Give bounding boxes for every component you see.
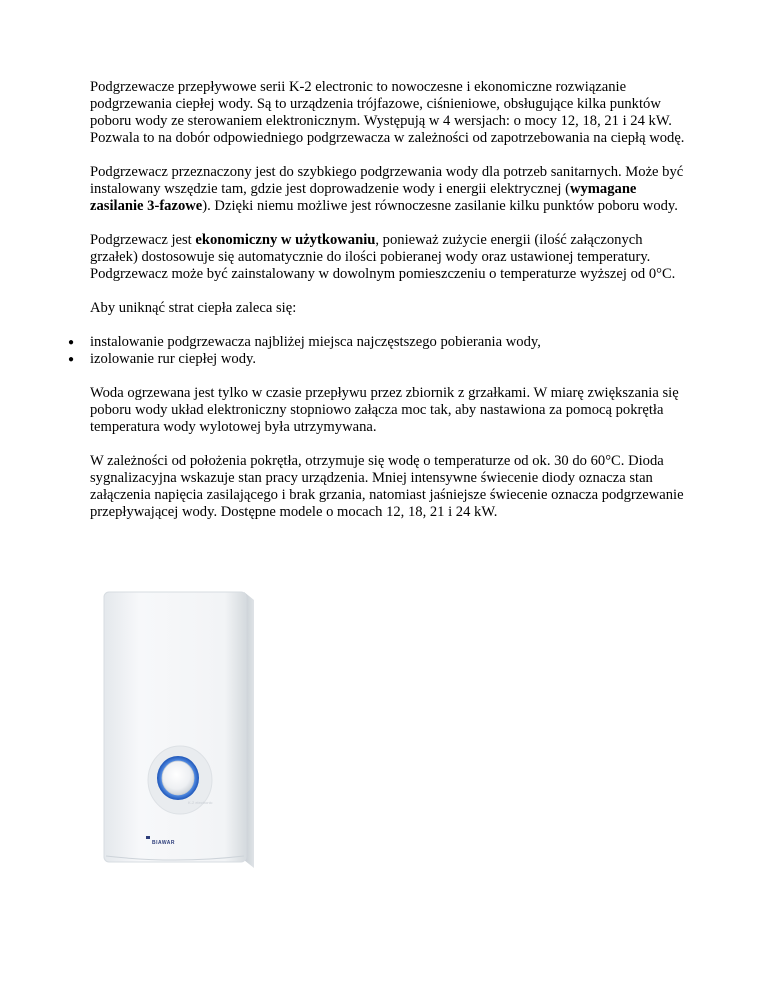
list-item-text: izolowanie rur ciepłej wody. <box>90 351 257 367</box>
list-item-text: instalowanie podgrzewacza najbliżej miejsca najczęstszego pobierania wody, <box>90 334 541 350</box>
paragraph-heat-loss-intro: Aby uniknąć strat ciepła zaleca się: <box>90 300 297 316</box>
brand-label: BIAWAR <box>152 840 175 846</box>
list-item <box>68 351 690 368</box>
brand-mark-icon <box>146 836 150 839</box>
paragraph-economy-text-a: Podgrzewacz jest <box>90 232 196 248</box>
paragraph-intro: Podgrzewacze przepływowe serii K-2 electronic to nowoczesne i ekonomiczne rozwiązanie podgrzewania ciepłej wody. Są to urządzenia trójfazowe, ciśnieniowe, obsługujące kilka punktów poboru wody ze sterowaniem elektronicznym. Występują w 4 wersjach: o mocy 12, 18, 21 i 24 kW. Pozwala to na dobór odpowiedniego podgrzewacza w zależności od zapotrzebowania na ciepłą wodę. <box>90 79 685 146</box>
paragraph-purpose-text-a: Podgrzewacz przeznaczony jest do szybkiego podgrzewania wody dla potrzeb sanitarnych. Może być instalowany wszędzie tam, gdzie jest doprowadzenie wody i energii elektrycznej ( <box>90 164 684 197</box>
paragraph-economy-bold: ekonomiczny w użytkowaniu <box>195 232 376 248</box>
model-label: K-2 electronic <box>188 800 213 805</box>
paragraph-purpose-bold: wymagane zasilanie 3-fazowe <box>90 181 637 214</box>
list-item <box>68 334 690 351</box>
paragraph-economy-text-b: , ponieważ zużycie energii (ilość załączonych grzałek) dostosowuje się automatycznie do ilości pobieranej wody oraz ustawionej temperatury. Podgrzewacz może być zainstalowany w dowolnym pomieszczeniu o temperaturze wyższej od 0°C. <box>90 232 676 282</box>
bullet-icon: ● <box>68 354 75 365</box>
paragraph-operation: Woda ogrzewana jest tylko w czasie przepływu przez zbiornik z grzałkami. W miarę zwiększania się poboru wody układ elektroniczny stopniowo załącza moc tak, aby nastawiona za pomocą pokrętła temperatura wody wylotowej była utrzymywana. <box>90 385 679 435</box>
bullet-icon: ● <box>68 337 75 348</box>
document-body <box>68 79 690 538</box>
recommendation-list <box>68 334 690 368</box>
heater-body <box>104 592 246 862</box>
paragraph-economy <box>90 232 690 283</box>
paragraph-purpose-text-b: ). Dzięki niemu możliwe jest równoczesne zasilanie kilku punktów poboru wody. <box>202 198 678 214</box>
water-heater-image <box>98 588 278 873</box>
paragraph-temperature: W zależności od położenia pokrętła, otrzymuje się wodę o temperaturze od ok. 30 do 60°C. Dioda sygnalizacyjna wskazuje stan pracy urządzenia. Mniej intensywne świecenie diody oznacza stan załączenia napięcia zasilającego i brak grzania, natomiast jaśniejsze świecenie oznacza podgrzewanie przepływającej wody. Dostępne modele o mocach 12, 18, 21 i 24 kW. <box>90 453 684 520</box>
temperature-knob-icon <box>162 761 194 795</box>
paragraph-purpose <box>90 164 690 215</box>
water-heater-illustration <box>98 588 278 873</box>
